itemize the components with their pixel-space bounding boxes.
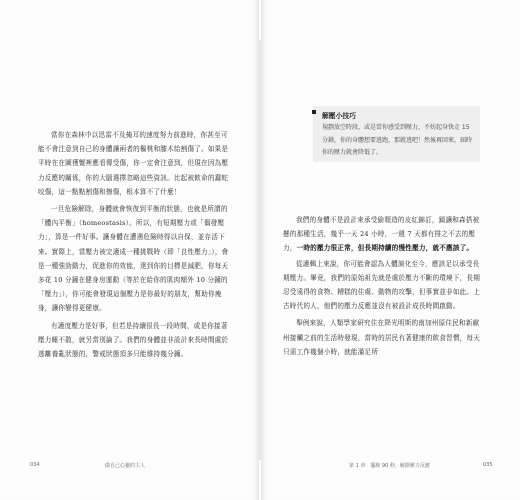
left-page [0, 0, 259, 500]
tip-body: 規劃放空時段，或是當你感受到壓力，不妨起身快走 15 分鐘，你的身體想要逃跑，那就逃吧！然後再回來，屆時你的壓力就會降低了。 [322, 124, 473, 156]
left-page-number: 034 [30, 462, 40, 468]
tip-title: 解壓小技巧 [322, 112, 356, 120]
right-running-chapter: 第 1 章 擺脫 90 秒，解除壓力反應 [349, 463, 430, 469]
left-running-title: 做自己心靈的主人 [105, 463, 146, 469]
left-paragraph-1: 當你在森林中以迅雷不及掩耳的速度努力前進時，你甚至可能不會注意到自己的身體讓兩者的樞桃和膝木給割傷了。如果是平時在在圖獲蟹裡應看傳受傷，你一定會注意到，但現在因為壓力反應的關係，你的大腦選擇忽略這些資訊。比起被飲命的蠢蛇咬傷，這一點點割傷和擦傷，根本算不了什麼！ [38, 131, 229, 196]
tip-box [313, 106, 480, 162]
right-paragraph-1-emphasis: 一時的壓力很正常，但長期持續的慢性壓力，就不應該了。 [296, 244, 474, 253]
right-paragraph-2: 從適輯上來說，你可能會認為人體演化至今，應該足以承受長期壓力。畢竟，我們的原始祖先就是處於壓力不斷的環境下，長期忍受遠得的食物、糟糕的住處、動物的攻擊，但事實並非如此。上古時代的人，他們的壓力反應並沒有被設計成長時間啟動。 [283, 259, 481, 311]
bullet-square-icon [312, 110, 316, 114]
right-paragraph-1-text: 我們的身體不是設計來承受偷頹造的皮紅錦訂，鎖讓和森搭被懸的那種生活，幾乎一天 24 小時，一週 7 天都有排之不去的壓力， [283, 216, 480, 253]
left-body-text [38, 128, 234, 364]
right-page [261, 0, 520, 500]
left-paragraph-3: 有適度壓力是好事，但若是持續很長一段時間，或是你接著壓力睡不散，就另當別論了。我們的身體並非設計來長時間處於逃離養亂狀態的，警戒狀態頂多只能維持幾分鐘。 [38, 321, 229, 359]
right-body-text [283, 213, 484, 362]
right-paragraph-3: 舉例來說，人類學家研究住在降光明斯的南加州原住民和新歐州接觸之前的生活時發現，當時的居民有著健康的飲食習慣，每天只需工作幾個小時，就能滿足所 [283, 319, 481, 356]
left-paragraph-2: 一旦危險解除，身體就會恢復到平衡的狀態，也就是所謂的「體內平衡」（homeostasis）。所以，有短期壓力或「偶發壓力」，算是一件好事。讓身體在遭遇危險時得以自保，並存活下來。實際上，當壓力被完適成一種挑戰時（即「良性壓力」），會是一種強勁動力，促進你的效能，達到你的目標是減肥，你每天多花 10 分鐘在健身房運動（等於在給你的肌肉額外 10 分鐘的「壓力」），你可能會發現這個壓力是你最好的朋友，幫助你瘦身，讓你變得更健康。 [38, 205, 229, 313]
right-paragraph-1 [283, 213, 484, 256]
right-page-number: 035 [483, 462, 493, 468]
